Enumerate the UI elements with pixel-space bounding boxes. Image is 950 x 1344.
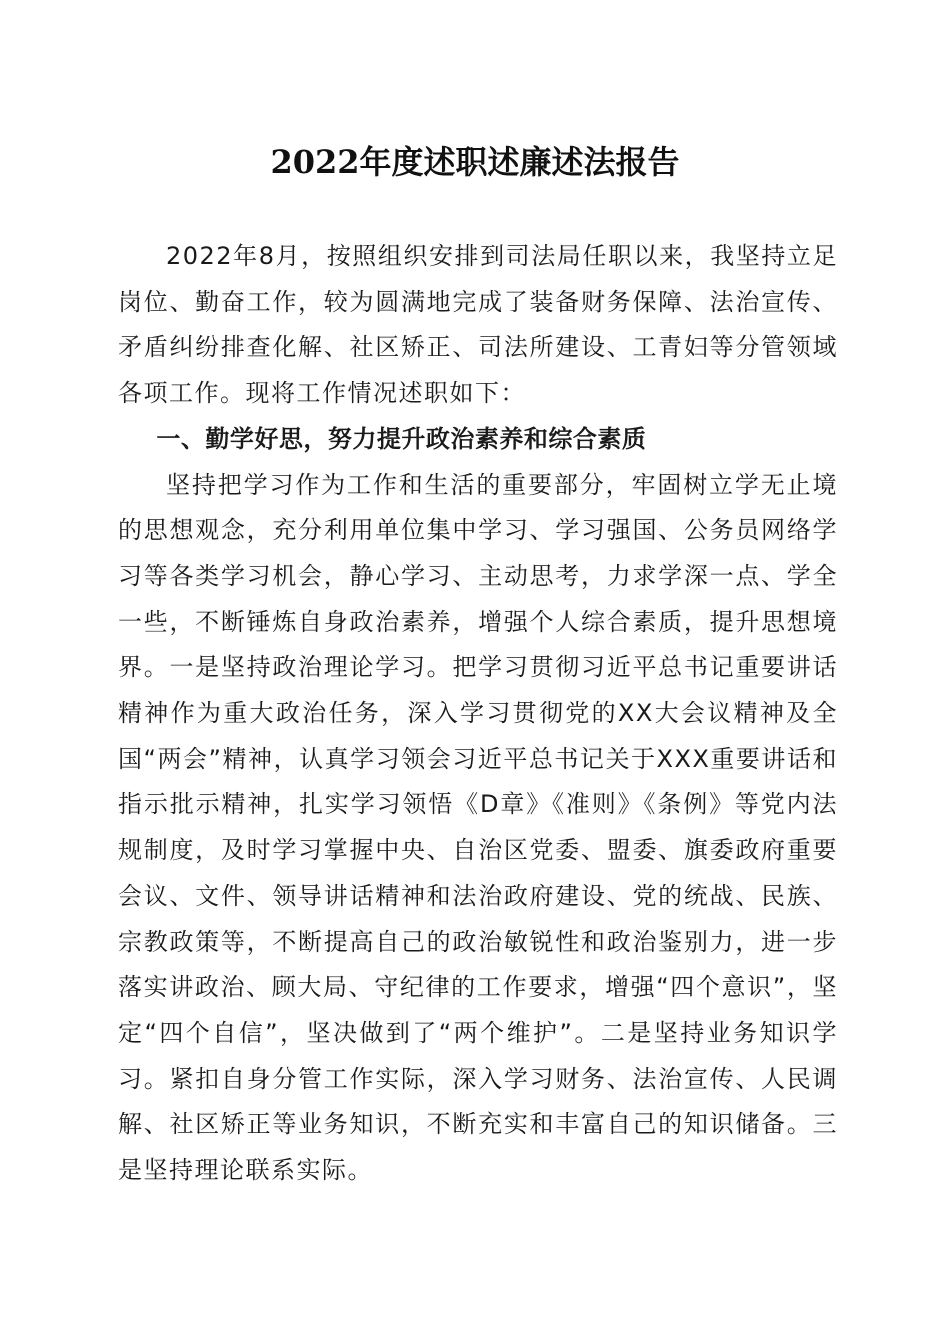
document-title: 2022年度述职述廉述法报告 — [270, 143, 680, 181]
document-body — [118, 234, 838, 1194]
intro-paragraph: 2022年8月，按照组织安排到司法局任职以来，我坚持立足岗位、勤奋工作，较为圆满地完成了装备财务保障、法治宣传、矛盾纠纷排查化解、社区矫正、司法所建设、工青妇等分管领域各项工作。现将工作情况述职如下： — [118, 242, 838, 408]
section-paragraph: 坚持把学习作为工作和生活的重要部分，牢固树立学无止境的思想观念，充分利用单位集中学习、学习强国、公务员网络学习等各类学习机会，静心学习、主动思考，力求学深一点、学全一些，不断锤炼自身政治素养，增强个人综合素质，提升思想境界。一是坚持政治理论学习。把学习贯彻习近平总书记重要讲话精神作为重大政治任务，深入学习贯彻党的XX大会议精神及全国“两会”精神，认真学习领会习近平总书记关于XXX重要讲话和指示批示精神，扎实学习领悟《D章》《准则》《条例》等党内法规制度，及时学习掌握中央、自治区党委、盟委、旗委政府重要会议、文件、领导讲话精神和法治政府建设、党的统战、民族、宗教政策等，不断提高自己的政治敏锐性和政治鉴别力，进一步落实讲政治、顾大局、守纪律的工作要求，增强“四个意识”，坚定“四个自信”，坚决做到了“两个维护”。二是坚持业务知识学习。紧扣自身分管工作实际，深入学习财务、法治宣传、人民调解、社区矫正等业务知识，不断充实和丰富自己的知识储备。三是坚持理论联系实际。 — [118, 470, 838, 1185]
section-heading: 一、勤学好思，努力提升政治素养和综合素质 — [156, 424, 647, 453]
